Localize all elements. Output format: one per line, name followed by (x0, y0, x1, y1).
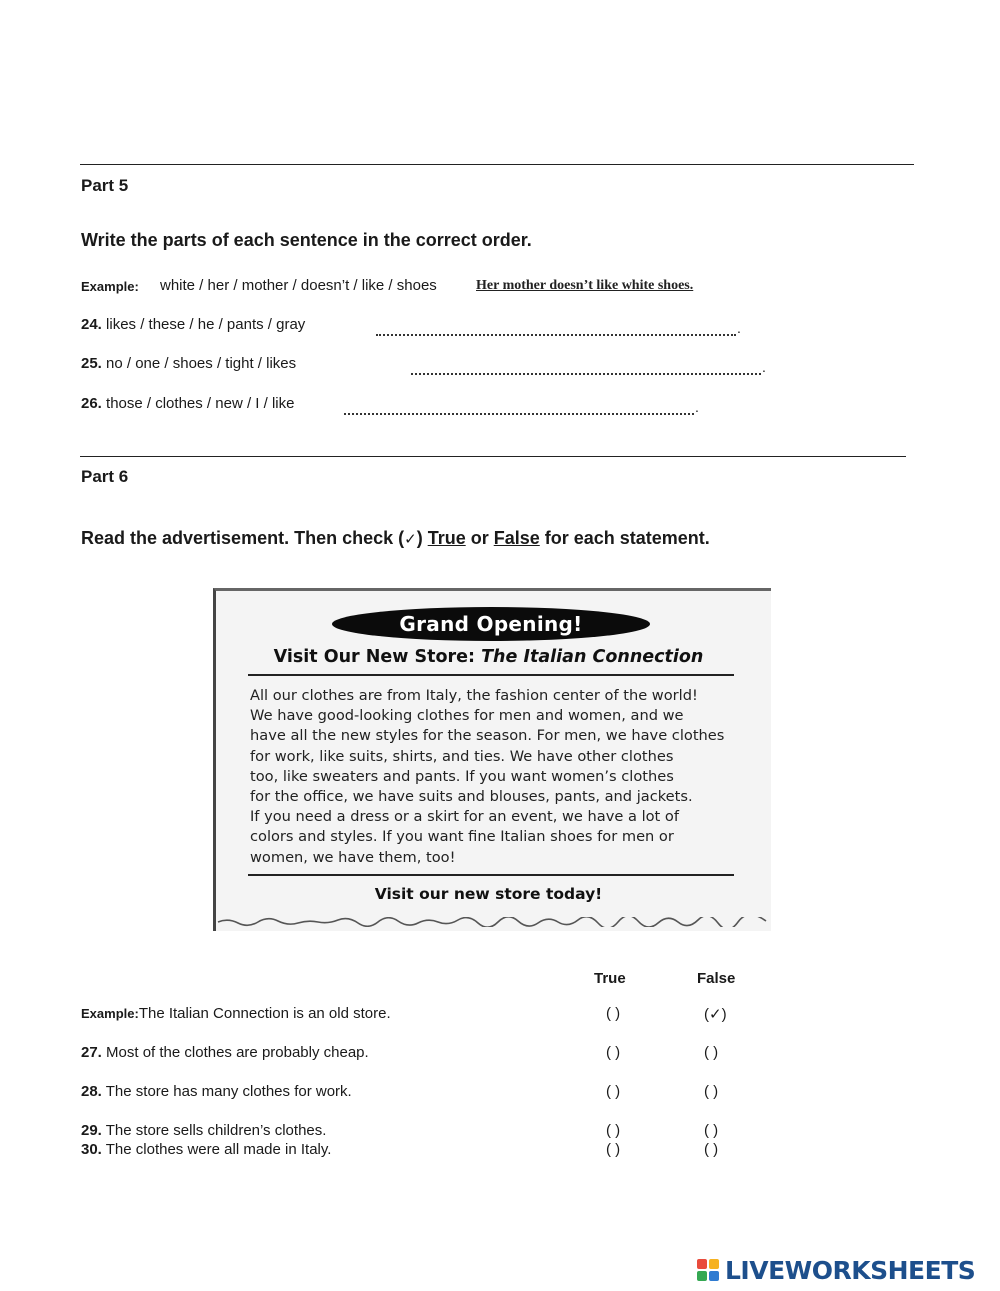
item-number: 27. (81, 1044, 102, 1061)
logo-text: LIVEWORKSHEETS (725, 1256, 976, 1285)
tf-item-28 (81, 1083, 352, 1100)
item-number: 26. (81, 395, 102, 412)
true-word: True (427, 528, 466, 548)
false-column-header: False (697, 970, 736, 987)
statement-text: The store has many clothes for work. (105, 1083, 352, 1100)
section-divider (80, 164, 914, 165)
ad-call-to-action: Visit our new store today! (374, 885, 603, 903)
item-prompt: no / one / shoes / tight / likes (106, 355, 297, 372)
item-prompt: those / clothes / new / I / like (106, 395, 295, 412)
true-column-header: True (594, 970, 626, 987)
example-label: Example: (81, 1006, 139, 1021)
period: . (695, 399, 699, 415)
false-checkbox[interactable]: ( ) (704, 1141, 719, 1158)
section-divider (80, 456, 906, 457)
true-checkbox[interactable]: ( ) (606, 1122, 621, 1139)
statement-text: The Italian Connection is an old store. (138, 1005, 391, 1022)
instruction-text: Read the advertisement. Then check ( (81, 528, 405, 548)
item-26 (81, 395, 294, 412)
false-checkbox[interactable]: ( ) (704, 1044, 719, 1061)
item-number: 29. (81, 1122, 102, 1139)
instruction-text: ) (416, 528, 428, 548)
false-checkbox[interactable]: (✓) (704, 1006, 727, 1023)
item-prompt: likes / these / he / pants / gray (106, 316, 306, 333)
false-checkbox[interactable]: ( ) (704, 1122, 719, 1139)
ad-subtitle (216, 647, 761, 667)
false-word: False (493, 528, 540, 548)
statement-text: The store sells children’s clothes. (105, 1122, 327, 1139)
ad-scribble-decoration (216, 917, 768, 927)
true-checkbox[interactable]: ( ) (606, 1005, 621, 1022)
period: . (762, 359, 766, 375)
ad-body-text: All our clothes are from Italy, the fashion center of the world! We have good-looking clothes for men and women, and we have all the new styles for the season. For men, we have clothes for work, like suits, shirts, and ties. We have other clothes too, like sweaters and pants. If you want women’s clothes for the office, we have suits and blouses, pants, and jackets. If you need a dress or a skirt for an event, we have a lot of colors and styles. If you want fine Italian shoes for men or women, we have them, too! (250, 687, 725, 866)
example-prompt: white / her / mother / doesn’t / like / shoes (160, 277, 437, 294)
item-25 (81, 355, 296, 372)
ad-subtitle-text: Visit Our New Store: (273, 647, 482, 667)
tf-example (81, 1005, 391, 1022)
instruction-text: for each statement. (539, 528, 710, 548)
answer-24-field[interactable] (376, 320, 736, 336)
item-24 (81, 316, 305, 333)
example-label: Example: (81, 279, 139, 294)
ad-divider (248, 674, 734, 676)
example-answer: Her mother doesn’t like white shoes. (476, 278, 694, 293)
item-number: 28. (81, 1083, 102, 1100)
item-number: 25. (81, 355, 102, 372)
ad-store-name: The Italian Connection (481, 647, 704, 667)
part-5-title: Part 5 (81, 176, 129, 195)
part-6-title: Part 6 (81, 467, 129, 486)
logo-icon (697, 1259, 721, 1283)
period: . (737, 320, 741, 336)
check-icon: ✓ (404, 531, 417, 548)
item-number: 30. (81, 1141, 102, 1158)
false-checkbox[interactable]: ( ) (704, 1083, 719, 1100)
ad-divider (248, 874, 734, 876)
answer-25-field[interactable] (411, 359, 761, 375)
tf-item-27 (81, 1044, 369, 1061)
item-number: 24. (81, 316, 102, 333)
advertisement-image (213, 588, 771, 931)
true-checkbox[interactable]: ( ) (606, 1083, 621, 1100)
statement-text: The clothes were all made in Italy. (105, 1141, 332, 1158)
part-6-instruction (81, 528, 710, 549)
statement-text: Most of the clothes are probably cheap. (106, 1044, 369, 1061)
answer-26-field[interactable] (344, 399, 694, 415)
true-checkbox[interactable]: ( ) (606, 1141, 621, 1158)
part-5-instruction: Write the parts of each sentence in the correct order. (81, 230, 532, 250)
true-checkbox[interactable]: ( ) (606, 1044, 621, 1061)
tf-item-30 (81, 1141, 331, 1158)
ad-banner: Grand Opening! (332, 607, 650, 641)
tf-item-29 (81, 1122, 326, 1139)
instruction-text: or (465, 528, 494, 548)
